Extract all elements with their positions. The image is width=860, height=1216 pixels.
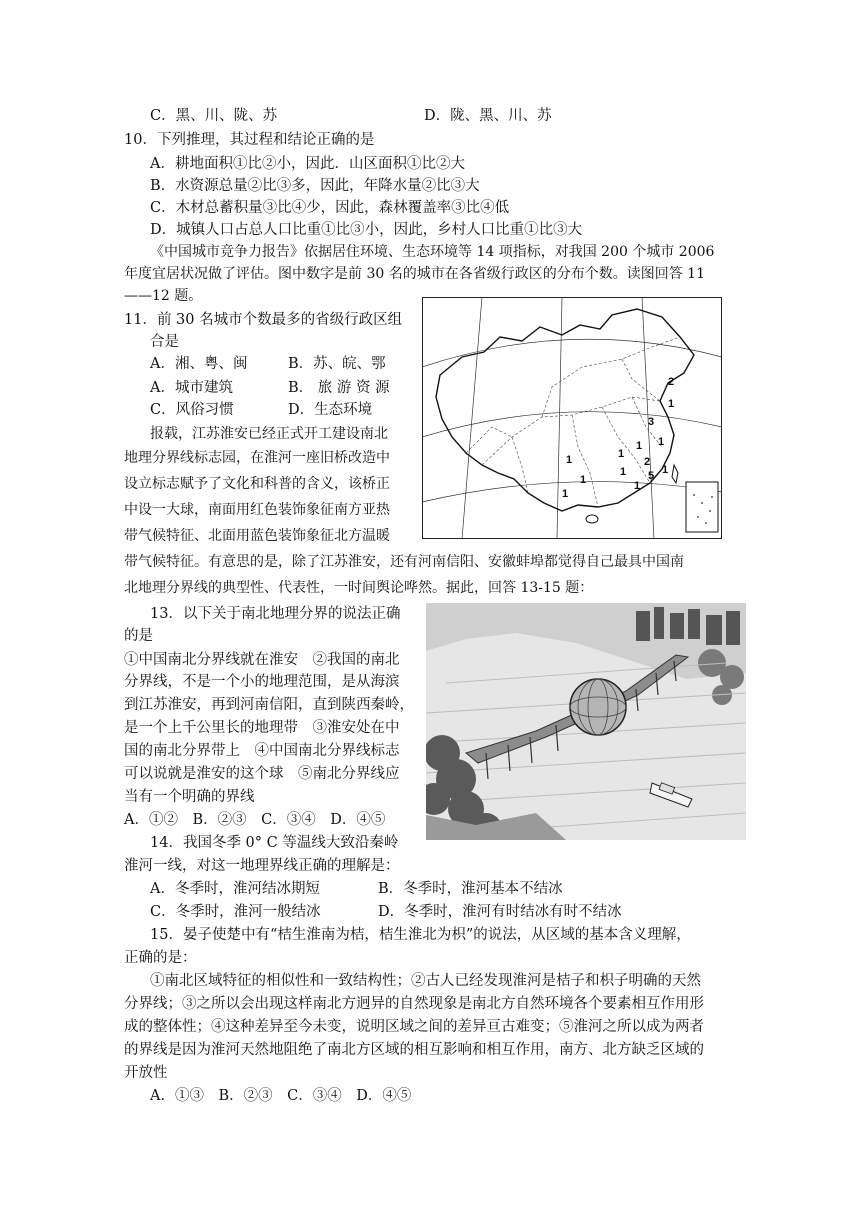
q12-option-d: D．生态环境 [288,402,373,418]
q10-stem: 10．下列推理，其过程和结论正确的是 [124,132,375,148]
q14-stem: 淮河一线，对这一地理界线正确的理解是： [124,858,400,874]
q14-option-d: D．冬季时，淮河有时结冰有时不结冰 [378,904,622,920]
map-label: 1 [634,480,641,492]
passage1-line: 年度宜居状况做了评估。图中数字是前 30 名的城市在各省级行政区的分布个数。读图回答 11 [124,266,705,282]
passage2-line: 带气候特征、北面用蓝色装饰象征北方温暖 [124,528,390,544]
bridge-illustration [426,603,746,840]
q15-answer-options: A．①③ B．②③ C．③④ D．④⑤ [150,1088,412,1104]
map-label: 1 [580,474,587,486]
q13-line: 国的南北分界带上 ④中国南北分界线标志 [124,743,400,759]
q11-option-b: B．苏、皖、鄂 [288,356,386,372]
q10-option-d: D．城镇人口占总人口比重①比③小，因此，乡村人口比重①比③大 [150,222,583,238]
q13-line: 分界线，不是一个小的地理范围，是从海滨 [124,674,400,690]
q15-line: ①南北区域特征的相似性和一致结构性；②古人已经发现淮河是桔子和枳子明确的天然 [150,973,701,989]
map-label: 2 [644,456,651,468]
passage2-line: 带气候特征。有意思的是，除了江苏淮安，还有河南信阳、安徽蚌埠都觉得自己最具中国南 [124,554,684,570]
map-label: 5 [648,470,655,482]
passage2-line: 北地理分界线的典型性、代表性，一时间舆论哗然。据此，回答 13-15 题： [124,580,594,596]
q13-line: 的是 [124,628,153,644]
map-label: 1 [668,398,675,410]
q10-option-b: B．水资源总量②比③多，因此，年降水量②比③大 [150,178,480,194]
map-label: 1 [620,466,627,478]
passage2-line: 报载，江苏淮安已经正式开工建设南北 [150,426,388,442]
q13-line: 13．以下关于南北地理分界的说法正确 [150,606,401,622]
q15-line: 分界线；③之所以会出现这样南北方迥异的自然现象是南北方自然环境各个要素相互作用形 [124,996,704,1012]
q12-option-a: A．城市建筑 [150,380,233,396]
q13-line: 当有一个明确的界线 [124,789,255,805]
q14-option-c: C．冬季时，淮河一般结冰 [150,904,321,920]
passage2-line: 中设一大球，南面用红色装饰象征南方亚热 [124,502,390,518]
q15-line: 正确的是： [124,950,197,966]
china-map-figure [422,297,722,539]
q12-option-b: B． 旅 游 资 源 [288,380,390,396]
china-map [422,297,722,539]
map-label: 2 [668,376,675,388]
q12-option-c: C．风俗习惯 [150,402,234,418]
q9-option-c: C．黑、川、陇、苏 [150,108,278,124]
q13-line: 到江苏淮安，再到河南信阳，直到陕西秦岭， [124,697,414,713]
q13-line: 是一个上千公里长的地理带 ③淮安处在中 [124,720,400,736]
bridge-scene [426,603,746,840]
q10-option-c: C．木材总蓄积量③比④少，因此，森林覆盖率③比④低 [150,200,510,216]
q9-option-d: D．陇、黑、川、苏 [424,108,552,124]
q11-stem: 11．前 30 名城市个数最多的省级行政区组 [124,312,403,328]
q10-option-a: A．耕地面积①比②小，因此．山区面积①比②大 [150,156,465,172]
q15-line: 的界线是因为淮河天然地阻绝了南北方区域的相互影响和相互作用，南方、北方缺乏区域的 [124,1042,704,1058]
q13-answer-options: A．①② B．②③ C．③④ D．④⑤ [124,812,386,828]
map-label: 1 [562,488,569,500]
map-label: 1 [636,440,643,452]
q13-line: 可以说就是淮安的这个球 ⑤南北分界线应 [124,766,400,782]
q14-option-b: B．冬季时，淮河基本不结冰 [378,881,563,897]
passage2-line: 地理分界线标志园，在淮河一座旧桥改造中 [124,450,390,466]
q15-line: 开放性 [124,1065,168,1081]
passage1-line: ——12 题。 [124,288,203,304]
map-label: 3 [648,416,655,428]
q14-option-a: A．冬季时，淮河结冰期短 [150,881,320,897]
q15-line: 成的整体性；④这种差异至今未变，说明区域之间的差异亘古难变；⑤淮河之所以成为两者 [124,1019,704,1035]
q11-stem: 合是 [150,334,179,350]
map-label: 1 [658,436,665,448]
passage2-line: 设立标志赋予了文化和科普的含义，该桥正 [124,476,390,492]
map-label: 1 [662,464,669,476]
q11-option-a: A．湘、粤、闽 [150,356,248,372]
q15-line: 15．晏子使楚中有“桔生淮南为桔，桔生淮北为枳”的说法，从区域的基本含义理解， [150,927,691,943]
q14-stem: 14．我国冬季 0° C 等温线大致沿秦岭 [150,835,399,851]
passage1-line: 《中国城市竞争力报告》依据居住环境、生态环境等 14 项指标，对我国 200 个城市 2006 [150,244,715,260]
q13-line: ①中国南北分界线就在淮安 ②我国的南北 [124,652,400,668]
map-label: 1 [618,448,625,460]
map-label: 1 [566,454,573,466]
